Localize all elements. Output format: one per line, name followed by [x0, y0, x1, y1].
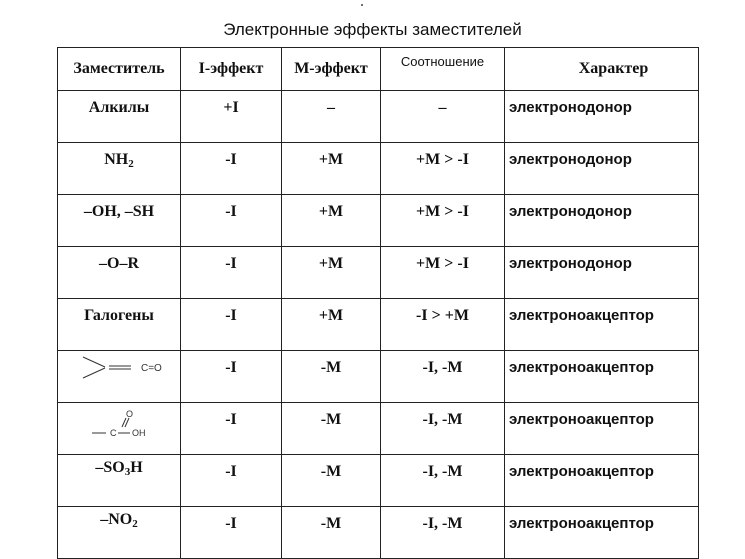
carboxyl-structure-icon [74, 405, 164, 439]
header-m-effect: M-эффект [282, 48, 381, 91]
i-effect-cell: -I [181, 403, 282, 455]
table-row [58, 403, 699, 455]
substituent-cell [58, 143, 181, 195]
bond-lower [83, 368, 105, 378]
substituent-tail: H [130, 459, 143, 476]
table-row [58, 455, 699, 507]
substituent-main: NH [104, 151, 129, 168]
m-effect-cell: +M [282, 143, 381, 195]
header-character: Характер [505, 48, 699, 91]
substituent-cell [58, 351, 181, 403]
substituent-cell: Галогены [58, 299, 181, 351]
substituent-main: –SO [95, 459, 125, 476]
character-cell: электроноакцептор [505, 403, 699, 455]
m-effect-cell: +M [282, 195, 381, 247]
character-cell: электронодонор [505, 247, 699, 299]
substituent-effects-table [57, 47, 699, 559]
i-effect-cell: +I [181, 91, 282, 143]
character-cell: электроноакцептор [505, 299, 699, 351]
ratio-cell: +M > -I [381, 143, 505, 195]
i-effect-cell: -I [181, 351, 282, 403]
header-ratio: Соотношение [381, 48, 505, 91]
m-effect-cell: – [282, 91, 381, 143]
character-cell: электроноакцептор [505, 351, 699, 403]
i-effect-cell: -I [181, 455, 282, 507]
table-row [58, 507, 699, 559]
ratio-cell: – [381, 91, 505, 143]
carbon-label: C [110, 428, 117, 438]
table-row [58, 195, 699, 247]
i-effect-cell: -I [181, 247, 282, 299]
stray-dot [361, 4, 363, 6]
oxygen-label: C=O [141, 363, 162, 374]
character-cell: электронодонор [505, 195, 699, 247]
i-effect-cell: -I [181, 195, 282, 247]
character-cell: электроноакцептор [505, 507, 699, 559]
m-effect-cell: -M [282, 351, 381, 403]
m-effect-cell: -M [282, 403, 381, 455]
i-effect-cell: -I [181, 507, 282, 559]
substituent-subscript: 2 [128, 158, 134, 170]
substituent-subscript: 3 [124, 466, 131, 478]
character-cell: электроноакцептор [505, 455, 699, 507]
substituent-main: –NO [100, 511, 133, 528]
i-effect-cell: -I [181, 143, 282, 195]
header-substituent: Заместитель [58, 48, 181, 91]
m-effect-cell: -M [282, 455, 381, 507]
m-effect-cell: +M [282, 299, 381, 351]
bond-upper [83, 357, 105, 367]
m-effect-cell: +M [282, 247, 381, 299]
table-row [58, 91, 699, 143]
carbonyl-structure-icon [79, 353, 162, 381]
ratio-cell: -I, -M [381, 403, 505, 455]
i-effect-cell: -I [181, 299, 282, 351]
character-cell: электронодонор [505, 143, 699, 195]
table-row [58, 351, 699, 403]
substituent-cell [58, 455, 181, 507]
substituent-subscript: 2 [132, 518, 138, 530]
table-row [58, 247, 699, 299]
table-row [58, 143, 699, 195]
header-row [58, 48, 699, 91]
ratio-cell: +M > -I [381, 247, 505, 299]
ratio-cell: -I, -M [381, 507, 505, 559]
carboxyl-oxygen-label: O [126, 409, 134, 419]
ratio-cell: +M > -I [381, 195, 505, 247]
table-row [58, 299, 699, 351]
m-effect-cell: -M [282, 507, 381, 559]
substituent-cell: –O–R [58, 247, 181, 299]
substituent-cell: –OH, –SH [58, 195, 181, 247]
hydroxyl-label: OH [132, 428, 146, 438]
header-i-effect: I-эффект [181, 48, 282, 91]
character-cell: электронодонор [505, 91, 699, 143]
substituent-cell [58, 507, 181, 559]
ratio-cell: -I, -M [381, 455, 505, 507]
ratio-cell: -I, -M [381, 351, 505, 403]
substituent-cell [58, 403, 181, 455]
page-title: Электронные эффекты заместителей [223, 20, 522, 39]
substituent-cell: Алкилы [58, 91, 181, 143]
ratio-cell: -I > +M [381, 299, 505, 351]
